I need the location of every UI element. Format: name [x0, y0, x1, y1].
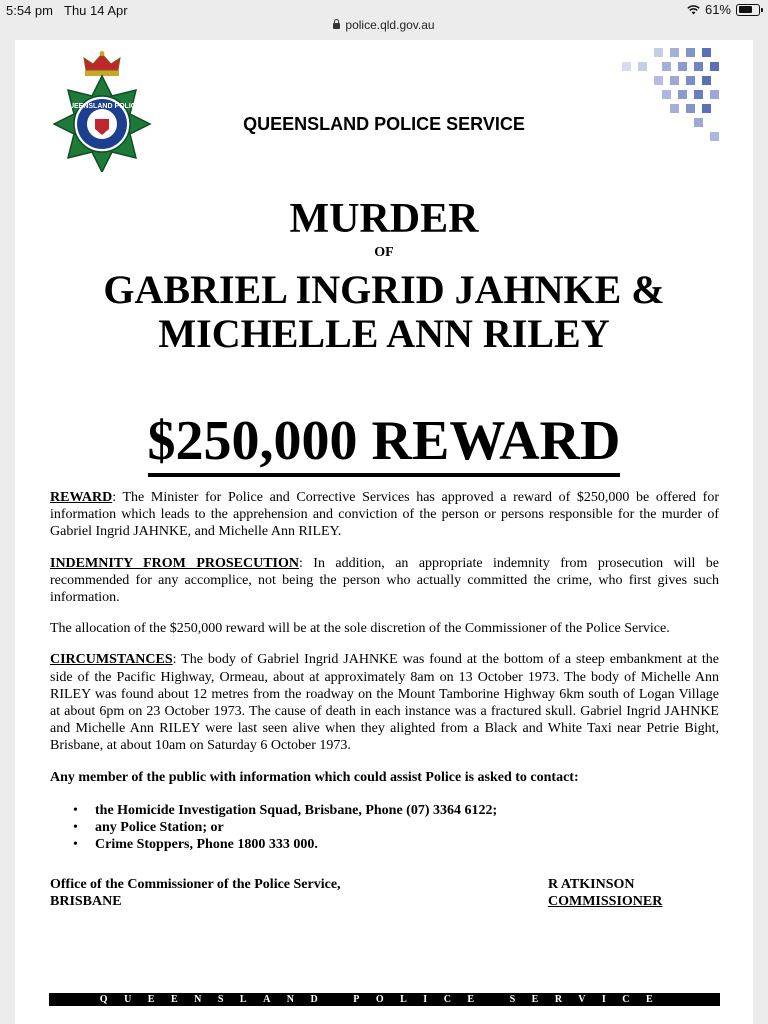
- status-date: Thu 14 Apr: [64, 3, 128, 18]
- police-badge-logo: [52, 50, 152, 172]
- badge-text: QUEENSLAND POLICE: [63, 103, 141, 110]
- battery-icon: [736, 4, 760, 16]
- circumstances-label: CIRCUMSTANCES: [50, 652, 173, 668]
- contact-item: • any Police Station; or: [95, 819, 719, 836]
- url-text: police.qld.gov.au: [345, 18, 435, 32]
- status-time: 5:54 pm: [6, 3, 53, 18]
- headline-title: MURDER: [289, 196, 479, 242]
- contact-intro: Any member of the public with information which could assist Police is asked to contact:: [50, 769, 579, 785]
- headline-of: OF: [374, 245, 394, 260]
- allocation-paragraph: The allocation of the $250,000 reward will be at the sole discretion of the Commissioner of the Police Service.: [50, 621, 670, 637]
- indemnity-text: : In addition, an appropriate indemnity from prosecution will be recommended for any accomplice, not being the person who actually committed the crime, who first gives such information.: [50, 555, 719, 606]
- contact-item: • Crime Stoppers, Phone 1800 333 000.: [95, 836, 719, 853]
- signer-name: R ATKINSON: [548, 877, 635, 892]
- contact-list: [50, 802, 719, 854]
- poster-body: [50, 489, 719, 873]
- victim-name-2: MICHELLE ANN RILEY: [158, 311, 610, 356]
- crown-icon: [84, 51, 120, 76]
- office-signature: [50, 876, 341, 910]
- reward-paragraph: [50, 489, 719, 541]
- circumstances-text: : The body of Gabriel Ingrid JAHNKE was found at the bottom of a steep embankment at the side of the Pacific Highway, Ormeau, about at approximately 8am on 13 October 1973. The body of Michelle Ann RILEY was found about 12 metres from the roadway on the Mount Tamborine Highway 6km south of Logan Village at about 6pm on 23 October 1973. The cause of death in each instance was a fractured skull. Gabriel Ingrid JAHNKE and Michelle Ann RILEY were last seen alive when they alighted from a Black and White Taxi near Petrie Bight, Brisbane, at about 10am on Saturday 6 October 1973.: [50, 652, 719, 754]
- footer-band: QUEENSLAND POLICE SERVICE: [49, 993, 720, 1006]
- address-bar[interactable]: [0, 18, 768, 38]
- office-line-2: BRISBANE: [50, 894, 122, 909]
- signer-title: COMMISSIONER: [548, 894, 663, 909]
- indemnity-paragraph: [50, 555, 719, 607]
- agency-name: QUEENSLAND POLICE SERVICE: [243, 114, 525, 134]
- wifi-icon: [687, 5, 700, 15]
- office-line-1: Office of the Commissioner of the Police Service,: [50, 877, 341, 892]
- circumstances-paragraph: [50, 651, 719, 754]
- status-right: [687, 2, 760, 17]
- reward-label: REWARD: [50, 490, 113, 505]
- commissioner-signature: [548, 876, 662, 910]
- reward-amount: $250,000 REWARD: [148, 410, 621, 477]
- battery-percent: 61%: [704, 2, 731, 17]
- lock-icon: [333, 23, 340, 29]
- reward-text: : The Minister for Police and Corrective Services has approved a reward of $250,000 be offered for information which leads to the apprehension and conviction of the person or persons responsible for the murder of Gabriel Ingrid JAHNKE, and Michelle Ann RILEY.: [50, 490, 719, 540]
- victim-name-1: GABRIEL INGRID JAHNKE &: [103, 267, 665, 312]
- reward-headline: [0, 410, 768, 477]
- status-bar: [0, 0, 768, 20]
- headline-names: [0, 268, 768, 356]
- indemnity-label: INDEMNITY FROM PROSECUTION: [50, 555, 299, 571]
- contact-item: • the Homicide Investigation Squad, Brisbane, Phone (07) 3364 6122;: [95, 802, 719, 819]
